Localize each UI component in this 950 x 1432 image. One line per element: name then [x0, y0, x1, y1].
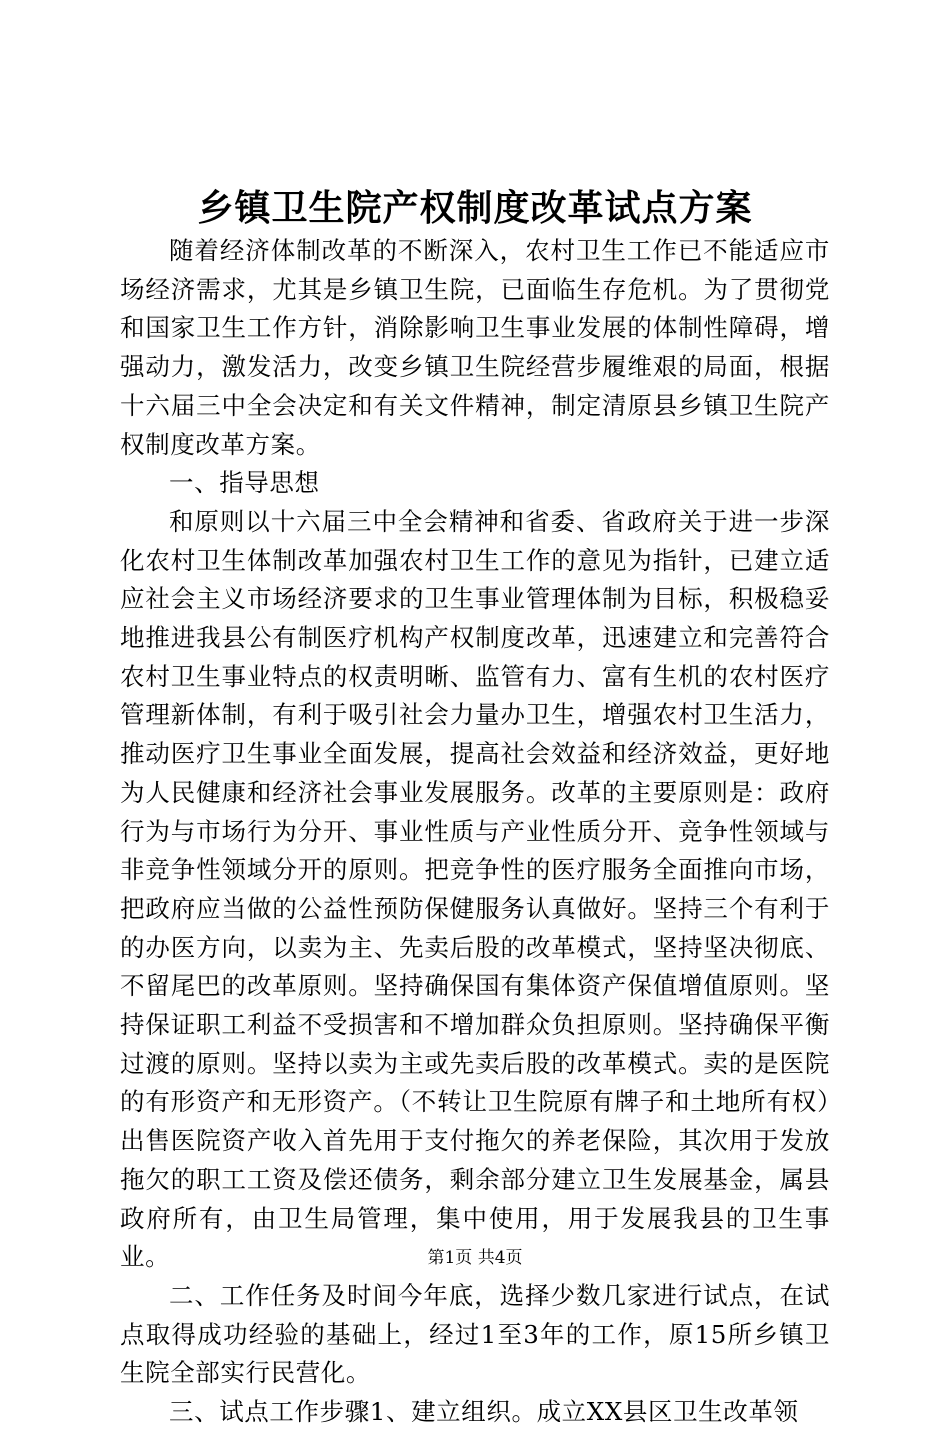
- document-title: 乡镇卫生院产权制度改革试点方案: [197, 187, 753, 229]
- paragraph-tasks-and-timeline: 二、工作任务及时间今年底，选择少数几家进行试点，在试点取得成功经验的基础上，经过1至3年的工作，原15所乡镇卫生院全部实行民营化。: [120, 1280, 830, 1388]
- page-footer: 第1页 共4页: [427, 1248, 523, 1268]
- paragraph-intro: 随着经济体制改革的不断深入，农村卫生工作已不能适应市场经济需求，尤其是乡镇卫生院，已面临生存危机。为了贯彻党和国家卫生工作方针，消除影响卫生事业发展的体制性障碍，增强动力，激发活力，改变乡镇卫生院经营步履维艰的局面，根据十六届三中全会决定和有关文件精神，制定清原县乡镇卫生院产权制度改革方案。: [120, 236, 830, 459]
- paragraph-principles: 和原则以十六届三中全会精神和省委、省政府关于进一步深化农村卫生体制改革加强农村卫生工作的意见为指针，已建立适应社会主义市场经济要求的卫生事业管理体制为目标，积极稳妥地推进我县公有制医疗机构产权制度改革，迅速建立和完善符合农村卫生事业特点的权责明晰、监管有力、富有生机的农村医疗管理新体制，有利于吸引社会力量办卫生，增强农村卫生活力，推动医疗卫生事业全面发展，提高社会效益和经济效益，更好地为人民健康和经济社会事业发展服务。改革的主要原则是：政府行为与市场行为分开、事业性质与产业性质分开、竞争性领域与非竞争性领域分开的原则。把竞争性的医疗服务全面推向市场，把政府应当做的公益性预防保健服务认真做好。坚持三个有利于的办医方向，以卖为主、先卖后股的改革模式，坚持坚决彻底、不留尾巴的改革原则。坚持确保国有集体资产保值增值原则。坚持保证职工利益不受损害和不增加群众负担原则。坚持确保平衡过渡的原则。坚持以卖为主或先卖后股的改革模式。卖的是医院的有形资产和无形资产。（不转让卫生院原有牌子和土地所有权）出售医院资产收入首先用于支付拖欠的养老保险，其次用于发放拖欠的职工工资及偿还债务，剩余部分建立卫生发展基金，属县政府所有，由卫生局管理，集中使用，用于发展我县的卫生事业。: [120, 506, 830, 1272]
- section-heading-guiding-ideology: 一、指导思想: [169, 468, 320, 498]
- paragraph-pilot-steps: 三、试点工作步骤1、建立组织。成立XX县区卫生改革领: [169, 1397, 799, 1427]
